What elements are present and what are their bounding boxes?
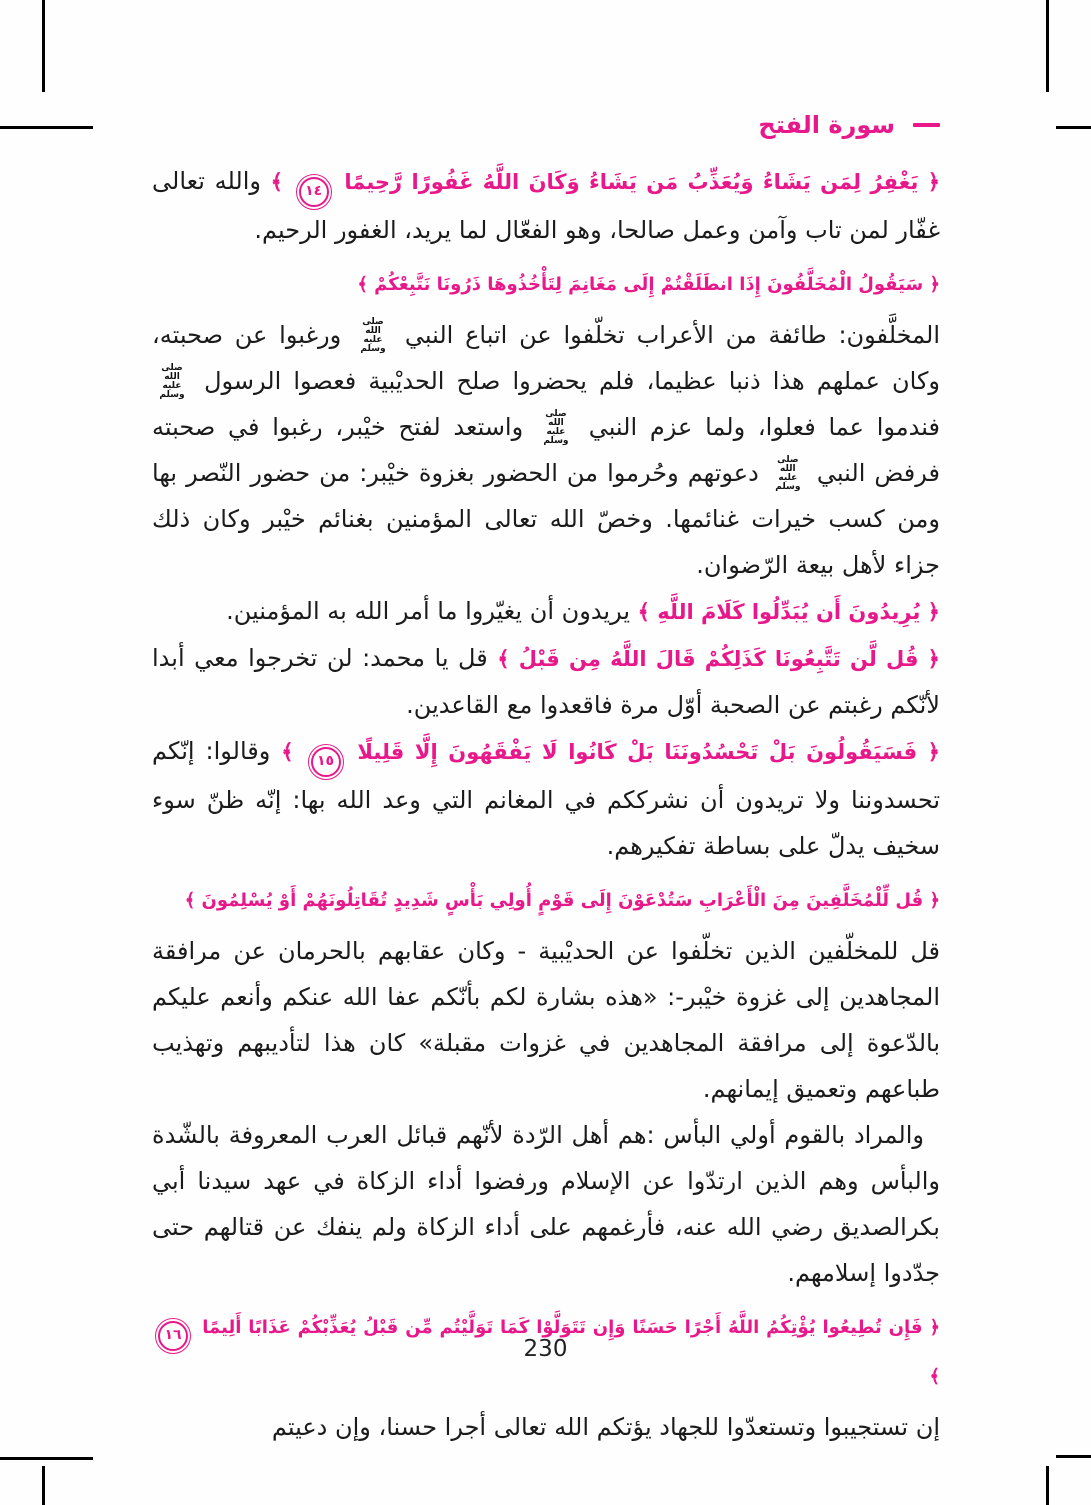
paragraph-verse-commentary [152,635,940,728]
ayah-number-badge: ١٤ [299,177,329,207]
registration-mark-bottom-left-horizontal [0,1457,93,1460]
quran-verse-text: ﴿ يَغْفِرُ لِمَن يَشَاءُ وَيُعَذِّبُ مَن يَشَاءُ وَكَانَ اللَّهُ غَفُورًا رَّحِيمًا [344,170,941,194]
paragraph-verse-commentary [152,588,940,635]
quran-close-bracket: ﴾ [281,740,294,764]
surah-title: سورة الفتح [758,111,895,139]
paragraph-commentary [152,928,940,1112]
registration-mark-bottom-right-vertical [1046,1466,1049,1505]
quran-verse-text: ﴿ قُل لِّلْمُخَلَّفِينَ مِنَ الْأَعْرَابِ سَتُدْعَوْنَ إِلَى قَوْمٍ أُولِي بَأْسٍ شَدِيدٍ تُقَاتِلُونَهُمْ أَوْ يُسْلِمُونَ ﴾ [184,890,940,911]
paragraph-verse [152,259,940,308]
commentary-text: والمراد بالقوم أولي البأس :هم أهل الرّدة لأنّهم قبائل العرب المعروفة بالشّدة والبأس وهم الذين ارتدّوا عن الإسلام ورفضوا أداء الزكاة في عهد سيدنا أبي بكرالصديق رضي الله عنه، فأرغمهم على أداء الزكاة ولم ينفك عن قتالهم حتى جدّدوا إسلامهم. [152,1121,940,1287]
quran-verse-text: ﴿ يُرِيدُونَ أَن يُبَدِّلُوا كَلَامَ اللَّهِ ﴾ [637,600,940,624]
registration-mark-bottom-left-vertical [42,1466,45,1505]
paragraph-commentary [152,312,940,588]
commentary-text: إن تستجيبوا وتستعدّوا للجهاد يؤتكم الله تعالى أجرا حسنا، وإن دعيتم [271,1413,940,1441]
commentary-text: واستعد لفتح خيْبر، رغبوا في صحبته فرفض النبي [152,413,940,487]
page-number: 230 [523,1336,568,1362]
commentary-text: وقالوا: إنّكم تحسدوننا ولا تريدون أن نشرككم في المغانم التي وعد الله بها: إنّه ظنّ سوء سخيف يدلّ على بساطة تفكيرهم. [152,737,940,860]
paragraph-verse-commentary [152,158,940,253]
commentary-text: ورغبوا عن صحبته، وكان عملهم هذا ذنبا عظيما، فلم يحضروا صلح الحديْبية فعصوا الرسول [152,321,940,395]
commentary-text: قل يا محمد: لن تخرجوا معي أبدا لأنّكم رغبتم عن الصحبة أوّل مرة فاقعدوا مع القاعدين. [152,644,940,719]
registration-mark-top-right-vertical [1046,0,1049,92]
ayah-number-badge: ١٥ [311,747,341,777]
quran-verse-text: ﴿ سَيَقُولُ الْمُخَلَّفُونَ إِذَا انطَلَقْتُمْ إِلَى مَغَانِمَ لِتَأْخُذُوهَا ذَرُونَا نَتَّبِعْكُمْ ﴾ [357,274,940,295]
salawat-stamp: صلى الله عليه وسلم [159,363,185,400]
commentary-text: والله تعالى غفّار لمن تاب وآمن وعمل صالحا، وهو الفعّال لما يريد، الغفور الرحيم. [152,167,940,244]
commentary-text: دعوتهم وحُرموا من الحضور بغزوة خيْبر: من حضور النّصر بها ومن كسب خيرات غنائمها. وخصّ الله تعالى المؤمنين بغنائم خيْبر وكان ذلك جزاء لأهل بيعة الرّضوان. [152,459,940,579]
quran-verse-text: ﴿ قُل لَّن تَتَّبِعُونَا كَذَلِكُمْ قَالَ اللَّهُ مِن قَبْلُ ﴾ [497,647,940,671]
registration-mark-top-left-vertical [42,0,45,92]
ayah-number-badge: ١٦ [158,1321,188,1351]
commentary-text: يريدون أن يغيّروا ما أمر الله به المؤمنين. [226,597,631,625]
registration-mark-bottom-right-horizontal [1056,1455,1091,1458]
quran-verse-text: ﴿ فَإِن تُطِيعُوا يُؤْتِكُمُ اللَّهُ أَجْرًا حَسَنًا وَإِن تَتَوَلَّوْا كَمَا تَوَلَّيْتُم مِّن قَبْلُ يُعَذِّبْكُمْ عَذَابًا أَلِيمًا [202,1317,940,1338]
salawat-stamp: صلى الله عليه وسلم [360,317,386,354]
paragraph-commentary [152,1404,940,1450]
salawat-stamp: صلى الله عليه وسلم [543,409,569,446]
commentary-text: فندموا عما فعلوا، ولما عزم النبي [588,413,940,441]
salawat-stamp: صلى الله عليه وسلم [775,455,801,492]
registration-mark-top-right-horizontal [1056,126,1091,129]
commentary-text: المخلَّفون: طائفة من الأعراب تخلّفوا عن اتباع النبي [404,321,940,349]
paragraph-commentary [152,1112,940,1296]
commentary-text: قل للمخلّفين الذين تخلّفوا عن الحديْبية - وكان عقابهم بالحرمان عن مرافقة المجاهدين إلى غزوة خيْبر-: «هذه بشارة لكم بأنّكم عفا الله عنكم وأنعم عليكم بالدّعوة إلى مرافقة المجاهدين في غزوات مقبلة» كان هذا لتأديبهم وتهذيب طباعهم وتعميق إيمانهم. [152,937,940,1103]
paragraph-verse-commentary [152,728,940,869]
quran-close-bracket: ﴾ [929,1366,940,1387]
registration-mark-top-left-horizontal [0,126,93,129]
paragraph-verse [152,875,940,924]
quran-verse-text: ﴿ فَسَيَقُولُونَ بَلْ تَحْسُدُونَنَا بَلْ كَانُوا لَا يَفْقَهُونَ إِلَّا قَلِيلًا [357,740,940,764]
page-header [152,106,940,144]
quran-close-bracket: ﴾ [270,170,283,194]
header-dash-rule [913,123,940,127]
page-body [152,106,940,1450]
